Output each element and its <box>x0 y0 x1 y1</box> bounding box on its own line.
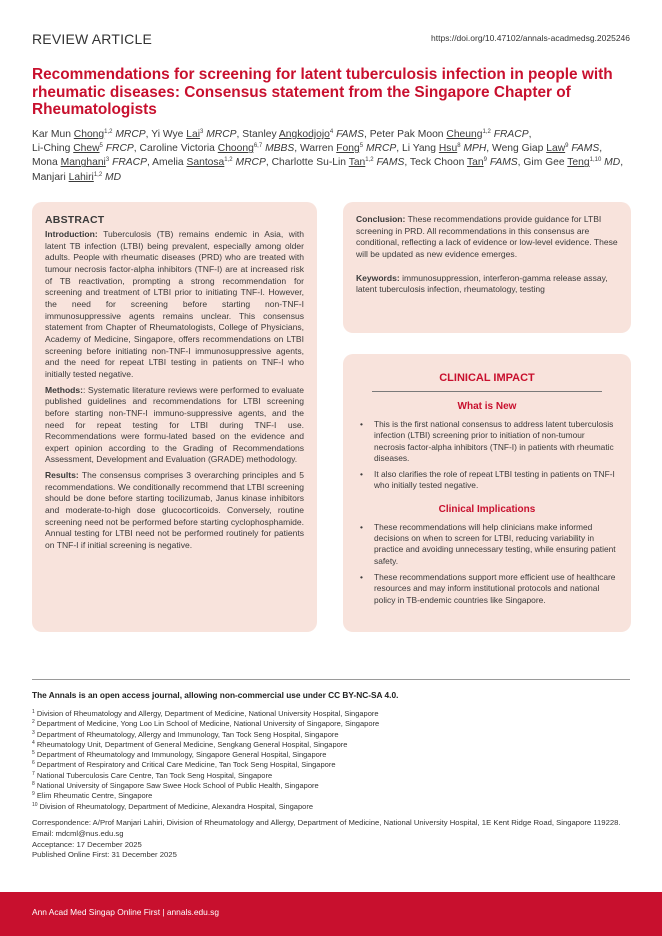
author-surname: Hsu <box>438 143 458 155</box>
affiliation-text: Division of Rheumatology, Department of Medicine, Alexandra Hospital, Singapore <box>37 801 313 811</box>
affiliation-text: National Tuberculosis Care Centre, Tan Tock Seng Hospital, Singapore <box>34 770 273 780</box>
author-affiliation-mark: 9 <box>565 143 569 150</box>
affiliation-number: 10 <box>32 801 38 808</box>
affiliation-text: Elim Rheumatic Centre, Singapore <box>34 791 153 801</box>
abstract-introduction <box>45 229 304 381</box>
author-affiliation-mark: 3 <box>105 157 110 164</box>
author-given-name: Yi Wye <box>151 129 187 140</box>
author-surname: Cheung <box>446 129 483 140</box>
footer-bar <box>0 892 662 936</box>
author-degree: MD <box>604 157 621 169</box>
author: Mona Manghani$^3$ FRACP, <box>32 157 150 169</box>
bullet-icon: • <box>360 571 363 582</box>
author-surname: Manghani <box>60 157 106 169</box>
what-is-new-item-text: This is the first national consensus to address latent tuberculosis infection (LTBI) screening prior to initiation of non-tumour necrosis factor-alpha inhibitors (TNF-I) in patients with rheumatic diseases. <box>374 419 614 463</box>
affiliation-item <box>32 730 632 740</box>
affiliation-text: National University of Singapore Saw Swee Hock School of Public Health, Singapore <box>34 781 319 791</box>
affiliation-item <box>32 802 632 812</box>
affiliation-item <box>32 719 632 729</box>
author-affiliation-mark: 1,2 <box>365 157 374 164</box>
conclusion-paragraph <box>356 214 618 261</box>
author-given-name: Stanley <box>242 129 279 140</box>
what-is-new-heading: What is New <box>457 401 517 412</box>
clinical-implications-heading: Clinical Implications <box>438 503 536 515</box>
author-degree: MRCP <box>115 129 146 140</box>
bullet-icon: • <box>360 521 363 532</box>
author-degree: FRCP <box>105 143 134 155</box>
author: Amelia Santosa$^{1,2}$ MRCP, <box>152 157 269 169</box>
affiliation-item <box>32 750 632 760</box>
affiliation-number: 5 <box>32 750 35 757</box>
affiliation-text: Department of Respiratory and Critical Care Medicine, Tan Tock Seng Hospital, Singapore <box>34 760 336 770</box>
author-given-name: Amelia <box>152 157 187 169</box>
acceptance-date: Acceptance: 17 December 2025 <box>32 839 142 849</box>
author-affiliation-mark: 3 <box>199 129 204 135</box>
conclusion-text: These recommendations provide guidance for LTBI screening in PRD. All recommendations in this consensus are conditional, reflecting a lack of evidence or low-level evidence. These will be updated as new evidence emerges. <box>356 214 618 259</box>
author: Warren Fong$^5$ MRCP, <box>300 143 400 155</box>
author: Weng Giap Law$^9$ FAMS, <box>492 143 603 155</box>
author-given-name: Mona <box>32 157 61 169</box>
affiliation-text: Department of Rheumatology and Immunology, Singapore General Hospital, Singapore <box>34 750 327 760</box>
doi-link[interactable]: https://doi.org/10.47102/annals-acadmedsg.2025246 <box>431 33 630 43</box>
author-list <box>32 128 637 185</box>
author-affiliation-mark: 6,7 <box>253 143 263 150</box>
affiliation-number: 3 <box>32 729 35 736</box>
open-access-note: The Annals is an open access journal, allowing non-commercial use under CC BY-NC-SA 4.0. <box>32 690 399 700</box>
keywords-text: immunosuppression, interferon-gamma release assay, latent tuberculosis infection, rheumatology, testing <box>356 272 608 295</box>
affiliation-text: Department of Medicine, Yong Loo Lin School of Medicine, National University of Singapore, Singapore <box>34 719 380 729</box>
author: Charlotte Su-Lin Tan$^{1,2}$ FAMS, <box>271 157 408 169</box>
author-affiliation-mark: 1,2 <box>93 171 103 178</box>
author-surname: Santosa <box>186 157 225 169</box>
author: Kar Mun Chong$^{1,2}$ MRCP, <box>32 129 149 140</box>
affiliation-item <box>32 771 632 781</box>
author-given-name: Warren <box>300 143 337 155</box>
affiliation-item <box>32 740 632 750</box>
author-affiliation-mark: 1,2 <box>482 129 491 135</box>
author-degree: FRACP <box>493 129 529 140</box>
author-degree: FRACP <box>112 157 147 169</box>
affiliation-number: 9 <box>32 791 35 798</box>
author-surname: Choong <box>217 143 254 155</box>
author-affiliation-mark: 8 <box>457 143 461 150</box>
clinical-impact-title: CLINICAL IMPACT <box>372 372 602 392</box>
author-surname: Teng <box>567 157 590 169</box>
affiliation-number: 4 <box>32 739 35 746</box>
author-given-name: Peter Pak Moon <box>369 129 447 140</box>
author-affiliation-mark: 1,2 <box>104 129 113 135</box>
author-given-name: Li-Ching <box>32 143 74 155</box>
author-surname: Lai <box>186 129 200 140</box>
author: Caroline Victoria Choong$^{6,7}$ MBBS, <box>139 143 298 155</box>
abstract-heading: ABSTRACT <box>45 214 105 226</box>
author-affiliation-mark: 9 <box>483 157 487 164</box>
author: Peter Pak Moon Cheung$^{1,2}$ FRACP, <box>369 129 532 140</box>
clinical-impact-box <box>343 354 631 632</box>
author-degree: MPH <box>463 143 487 155</box>
bullet-icon: • <box>360 469 363 480</box>
list-item <box>360 469 618 492</box>
list-item <box>360 521 618 567</box>
author-degree: FAMS <box>489 157 518 169</box>
keywords-paragraph <box>356 273 618 296</box>
author-surname: Tan <box>348 157 366 169</box>
header-label: REVIEW ARTICLE <box>32 31 153 47</box>
affiliation-item <box>32 760 632 770</box>
abstract-methods-text: : Systematic literature reviews were performed to evaluate published guidelines and recommendations for LTBI screening before starting non-TNF-I immuno-suppressive agents, and the need for repeat testing for LTBI during TNF-I use. Recommendations were formu-lated based on the evidence and expert opinion according to the Grading of Recommendations Assessment, Development and Evaluation (GRADE) methodology. <box>45 384 304 465</box>
affiliation-text: Rheumatology Unit, Department of General Medicine, Sengkang General Hospital, Singapore <box>34 739 348 749</box>
author-given-name: Caroline Victoria <box>139 143 218 155</box>
affiliation-item <box>32 781 632 791</box>
author-surname: Fong <box>336 143 360 155</box>
author: Stanley Angkodjojo$^4$ FAMS, <box>242 129 367 140</box>
abstract-box <box>32 202 317 632</box>
affiliation-item <box>32 709 632 719</box>
abstract-introduction-text: Tuberculosis (TB) remains endemic in Asia, with latent TB infection (LTBI) being prevalent, especially among older adults. People with rheumatic diseases (PRD) who are treated with tumour necrosis factor-alpha inhibitors (TNF-I) are at increased risk of TB reactivation, prompting a strong recommendation for screening and treatment of LTBI prior to initiating TNF-I. However, the need for screening before starting non-TNF-I immunosuppressive agents remains unclear. This consensus statement from Chapter of Rheumatologists, College of Physicians, Academy of Medicine, Singapore, offers recommendations on LTBI screening before initiating non-TNF-I immunosuppressive agents, and the need for repeat LTBI testing in patients on TNF-I who initially tested negative. <box>45 229 304 379</box>
affiliation-number: 1 <box>32 709 35 715</box>
implication-item-text: These recommendations will help clinicians make informed decisions on when to screen for LTBI, reducing variability in practice and avoiding unnecessary testing, while ensuring patient safety. <box>374 521 616 566</box>
author-given-name: Manjari <box>32 171 69 183</box>
author-degree: MBBS <box>265 143 295 155</box>
author: Teck Choon Tan$^9$ FAMS, <box>409 157 521 169</box>
author-affiliation-mark: 5 <box>359 143 364 150</box>
author-degree: FAMS <box>336 129 364 140</box>
abstract-results-text: The consensus comprises 3 overarching principles and 5 recommendations. We conditionally recommend that LTBI screening should be done before starting tocilizumab, Janus kinase inhibitors and moderate-to-high dose glucocorticoids. Conversely, routine screening need not be performed before starting cyclophosphamide. Annual testing for LTBI need not be performed routinely for patients on TNF-I if initial screening is negative. <box>45 470 304 551</box>
author-degree: MRCP <box>206 129 237 140</box>
published-date: Published Online First: 31 December 2025 <box>32 850 177 860</box>
bullet-icon: • <box>360 419 363 429</box>
implication-item-text: These recommendations support more efficient use of healthcare resources and may inform institutional protocols and national policy in TB-endemic countries like Singapore. <box>374 571 616 605</box>
affiliation-number: 8 <box>32 781 35 788</box>
author-affiliation-mark: 4 <box>329 129 334 135</box>
author-affiliation-mark: 1,10 <box>589 157 602 164</box>
author: Yi Wye Lai$^3$ MRCP, <box>151 129 240 140</box>
conclusion-box <box>343 202 631 333</box>
author: Gim Gee Teng$^{1,10}$ MD, <box>523 157 624 169</box>
list-item <box>360 571 618 606</box>
author-surname: Tan <box>466 157 484 169</box>
abstract-methods-label: Methods: <box>45 384 83 395</box>
correspondence-block <box>32 818 632 861</box>
what-is-new-item-text: It also clarifies the role of repeat LTBI testing in patients on TNF-I who initially tested negative. <box>374 469 615 491</box>
keywords-label: Keywords: <box>356 272 400 283</box>
affiliation-item <box>32 791 632 801</box>
author-given-name: Gim Gee <box>523 157 568 169</box>
author: Li-Ching Chew$^5$ FRCP, <box>32 143 137 155</box>
author-surname: Chew <box>73 143 100 155</box>
footnote-divider <box>32 679 630 680</box>
abstract-results <box>45 470 304 552</box>
list-item <box>360 419 618 464</box>
clinical-implications-list <box>356 522 618 606</box>
author-surname: Chong <box>73 129 105 140</box>
author-surname: Lahiri <box>68 171 94 183</box>
author-given-name: Teck Choon <box>409 157 467 169</box>
what-is-new-list <box>356 419 618 492</box>
author-affiliation-mark: 5 <box>99 143 103 150</box>
author-given-name: Weng Giap <box>492 143 547 155</box>
author-degree: MRCP <box>235 157 266 169</box>
abstract-methods <box>45 385 304 467</box>
author-degree: MD <box>105 171 122 183</box>
author-given-name: Li Yang <box>402 143 439 155</box>
correspondence: Correspondence: A/Prof Manjari Lahiri, Division of Rheumatology and Allergy, Department of Medicine, National University Hospital, 1E Kent Ridge Road, Singapore 119228. Email: mdcml@nus.edu.sg <box>32 818 621 838</box>
affiliation-number: 7 <box>32 770 35 777</box>
author-affiliation-mark: 1,2 <box>224 157 233 164</box>
affiliation-list <box>32 709 632 812</box>
author: Li Yang Hsu$^8$ MPH, <box>402 143 490 155</box>
abstract-results-label: Results: <box>45 470 79 481</box>
author-given-name: Kar Mun <box>32 129 74 140</box>
affiliation-number: 2 <box>32 719 35 726</box>
author-degree: MRCP <box>365 143 397 155</box>
author-surname: Law <box>546 143 566 155</box>
affiliation-text: Division of Rheumatology and Allergy, Department of Medicine, National University Hospital, Singapore <box>34 709 379 718</box>
article-title: Recommendations for screening for latent tuberculosis infection in people with rheumatic diseases: Consensus statement from the Singapore Chapter of Rheumatologists <box>32 66 613 118</box>
affiliation-number: 6 <box>32 760 35 767</box>
author-degree: FAMS <box>376 157 405 169</box>
footer-text: Ann Acad Med Singap Online First | annals.edu.sg <box>32 907 220 917</box>
author-given-name: Charlotte Su-Lin <box>271 157 349 169</box>
conclusion-label: Conclusion: <box>356 214 406 224</box>
author <box>32 172 121 183</box>
author-surname: Angkodjojo <box>278 129 330 140</box>
author-degree: FAMS <box>571 143 600 155</box>
affiliation-text: Department of Rheumatology, Allergy and Immunology, Tan Tock Seng Hospital, Singapore <box>34 729 339 739</box>
abstract-introduction-label: Introduction: <box>45 229 98 239</box>
